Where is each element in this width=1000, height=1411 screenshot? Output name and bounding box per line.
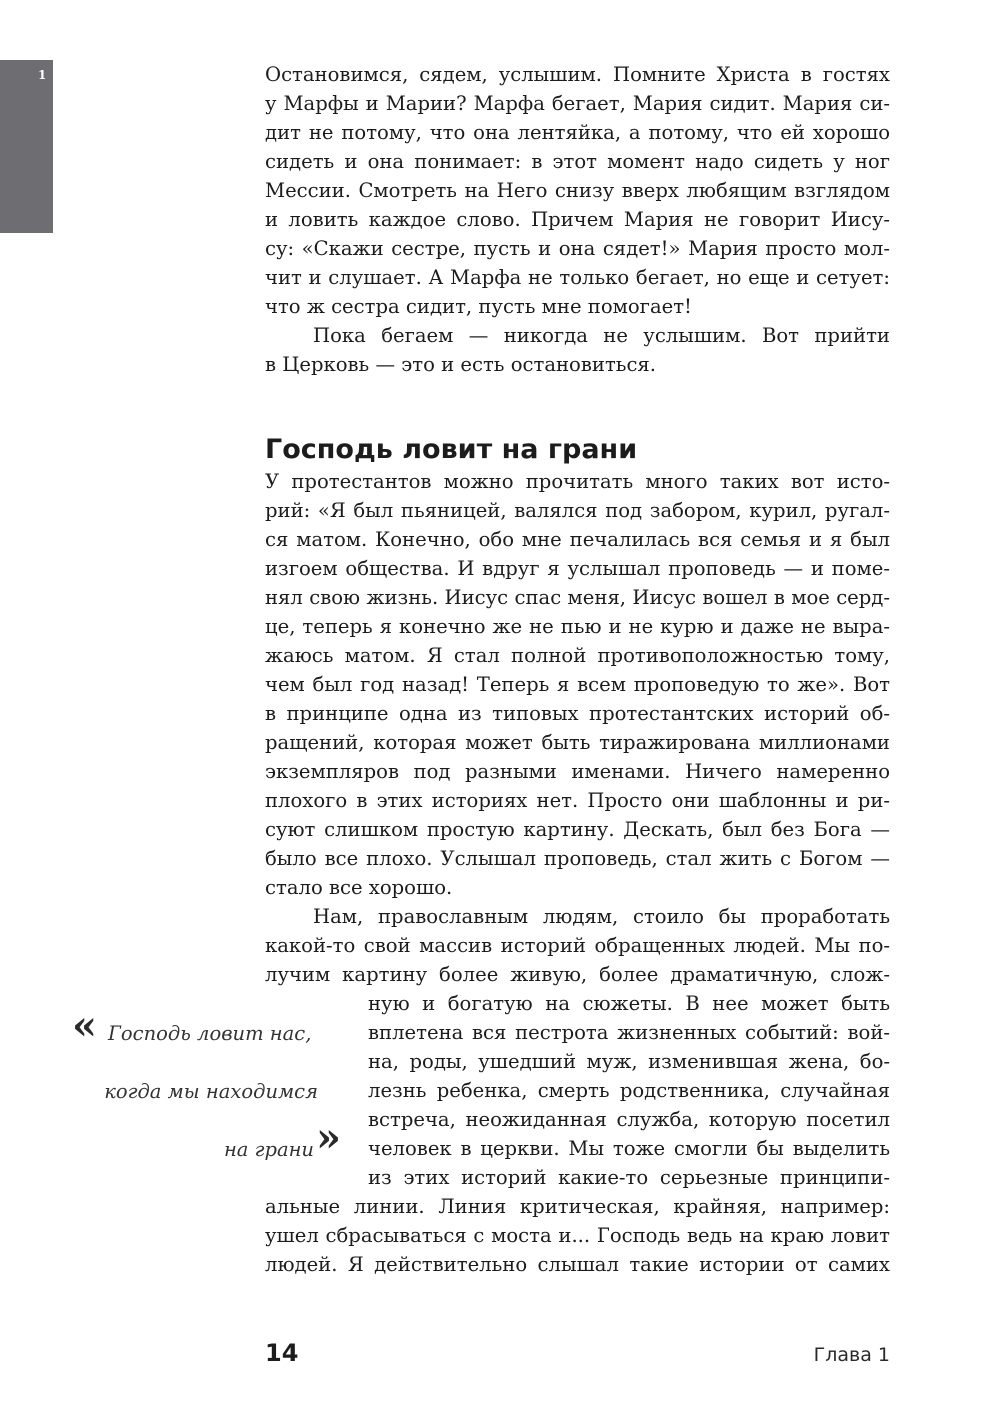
text-line: на, роды, ушедший муж, изменившая жена, бо- [368,1050,890,1073]
text-line: было все плохо. Услышал проповедь, стал жить с Богом — [265,847,890,870]
text-line: лучим картину более живую, более драматичную, слож- [265,963,890,986]
text-line: Нам, православным людям, стоило бы проработать [313,905,890,928]
text-line: из этих историй какие-то серьезные принципи- [368,1166,890,1189]
text-line: людей. Я действительно слышал такие истории от самих [265,1253,890,1276]
text-line: дит не потому, что она лентяйка, а потому, что ей хорошо [265,121,890,144]
close-quote-mark: » [316,1114,341,1161]
text-line: человек в церкви. Мы тоже смогли бы выделить [368,1137,890,1160]
chapter-tab [0,60,53,233]
text-line: ся матом. Конечно, обо мне печалилась вся семья и я был [265,528,890,551]
text-line: ную и богатую на сюжеты. В нее может быть [368,992,890,1015]
text-line: нял свою жизнь. Иисус спас меня, Иисус вошел в мое серд- [265,586,890,609]
text-line: су: «Скажи сестре, пусть и она сядет!» Мария просто мол- [265,237,890,260]
chapter-tab-number: 1 [38,68,47,82]
text-line: какой-то свой массив историй обращенных людей. Мы по- [265,934,890,957]
text-line: что ж сестра сидит, пусть мне помогает! [265,295,692,318]
text-line: Остановимся, сядем, услышим. Помните Христа в гостях [265,63,890,86]
text-line: чит и слушает. А Марфа не только бегает, но еще и сетует: [265,266,890,289]
text-line: суют слишком простую картину. Дескать, был без Бога — [265,818,890,841]
text-line: чем был год назад! Теперь я всем проповедую то же». Вот [265,673,890,696]
text-line: рий: «Я был пьяницей, валялся под забором, курил, ругал- [265,499,890,522]
text-line: ушел сбрасываться с моста и... Господь ведь на краю ловит [265,1224,890,1247]
text-line: Мессии. Смотреть на Него снизу вверх любящим взглядом [265,179,890,202]
pull-quote-line: на грани [223,1138,314,1161]
text-line: изгоем общества. И вдруг я услышал проповедь — и поме- [265,557,890,580]
text-line: плохого в этих историях нет. Просто они шаблонны и ри- [265,789,890,812]
page-number: 14 [265,1339,299,1367]
text-line: жаюсь матом. Я стал полной противоположностью тому, [265,644,890,667]
text-line: сидеть и она понимает: в этот момент надо сидеть у ног [265,150,890,173]
running-footer-chapter: Глава 1 [813,1344,890,1366]
text-line: альные линии. Линия критическая, крайняя, например: [265,1195,890,1218]
text-line: вплетена вся пестрота жизненных событий: вой- [368,1021,890,1044]
text-line: экземпляров под разными именами. Ничего намеренно [265,760,890,783]
text-line: у Марфы и Марии? Марфа бегает, Мария сидит. Мария си- [265,92,890,115]
text-line: и ловить каждое слово. Причем Мария не говорит Иису- [265,208,890,231]
text-line: встреча, неожиданная служба, которую посетил [368,1108,890,1131]
text-line: лезнь ребенка, смерть родственника, случайная [368,1079,890,1102]
section-heading: Господь ловит на грани [265,434,638,465]
pull-quote-line: когда мы находимся [104,1080,318,1103]
text-line: в Церковь — это и есть остановиться. [265,353,657,376]
text-line: це, теперь я конечно же не пью и не курю и даже не выра- [265,615,890,638]
text-line: Пока бегаем — никогда не услышим. Вот прийти [313,324,890,347]
pull-quote-line: Господь ловит нас, [108,1022,312,1045]
text-line: У протестантов можно прочитать много таких вот исто- [265,470,890,493]
text-line: ращений, которая может быть тиражирована миллионами [265,731,890,754]
text-line: в принципе одна из типовых протестантских историй об- [265,702,890,725]
text-line: стало все хорошо. [265,876,453,899]
open-quote-mark: « [72,1002,97,1049]
pull-quote [60,1000,360,1180]
